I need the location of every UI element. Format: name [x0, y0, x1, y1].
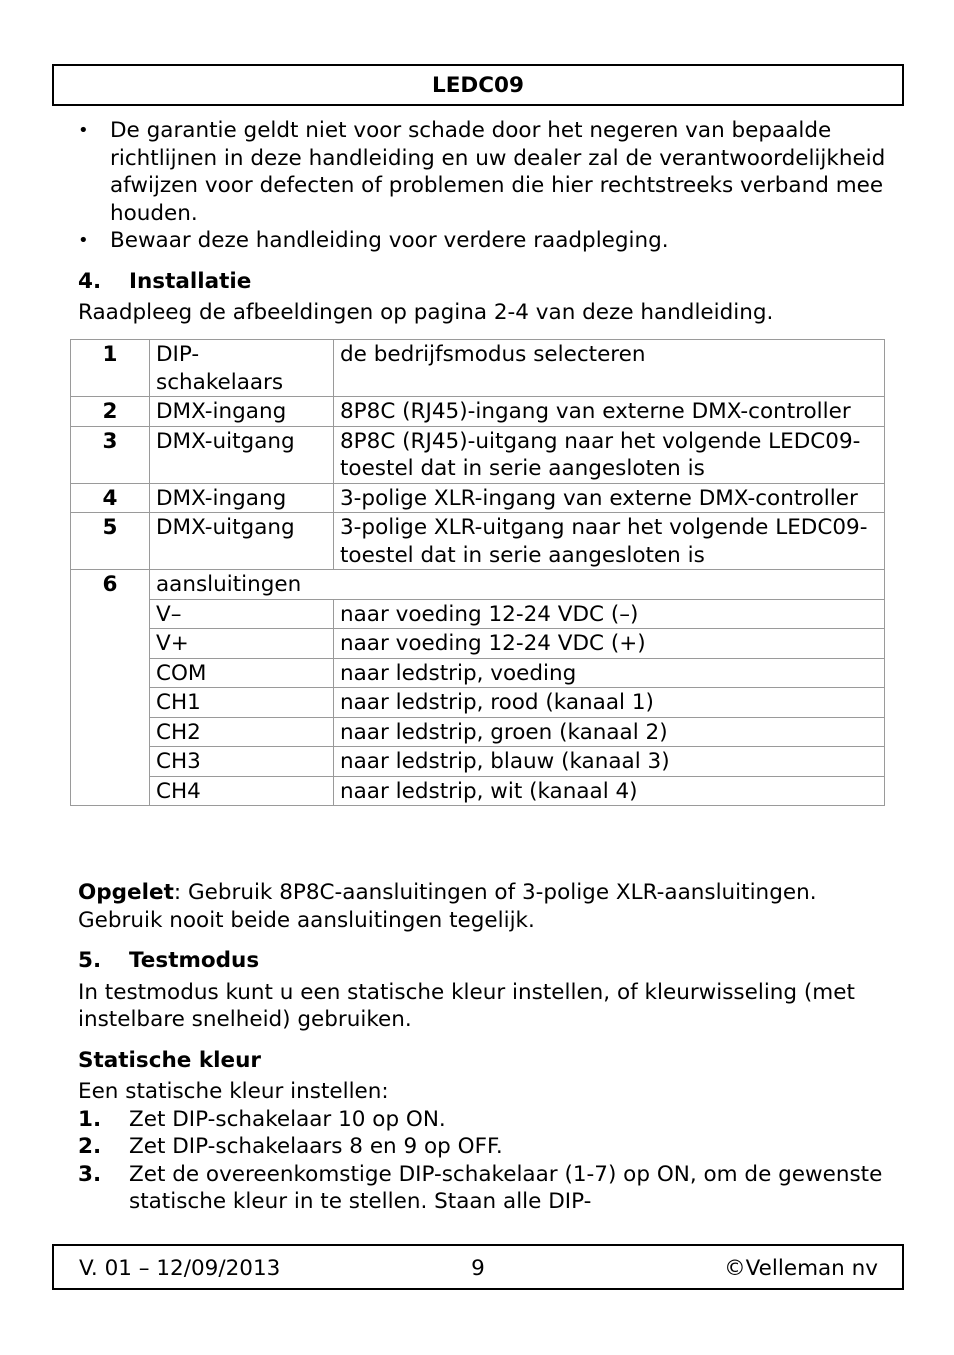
connection-description: naar ledstrip, blauw (kanaal 3) — [334, 747, 885, 777]
table-row — [71, 513, 885, 570]
table-row — [71, 397, 885, 427]
part-description: 8P8C (RJ45)-uitgang naar het volgende LEDC09-toestel dat in serie aangesloten is — [334, 426, 885, 483]
table-row — [71, 426, 885, 483]
section-number: 5. — [78, 948, 102, 973]
connection-pin: CH3 — [150, 747, 334, 777]
part-description: 3-polige XLR-uitgang naar het volgende LEDC09-toestel dat in serie aangesloten is — [334, 513, 885, 570]
connection-pin: COM — [150, 658, 334, 688]
table-row — [71, 688, 885, 718]
part-name: DMX-uitgang — [150, 513, 334, 570]
section-title: Installatie — [129, 268, 252, 294]
part-number: 1 — [71, 340, 150, 397]
table-row — [71, 340, 885, 397]
part-name: DMX-ingang — [150, 483, 334, 513]
part-name: DMX-ingang — [150, 397, 334, 427]
part-number: 5 — [71, 513, 150, 570]
copyright: ©Velleman nv — [724, 1256, 878, 1281]
part-number: 3 — [71, 426, 150, 483]
connection-pin: V+ — [150, 629, 334, 659]
table-row — [71, 776, 885, 806]
table-row — [71, 570, 885, 600]
table-row — [71, 629, 885, 659]
list-item: • De garantie geldt niet voor schade door het negeren van bepaalde richtlijnen in deze handleiding en uw dealer zal de verantwoordelijkheid afwijzen voor defecten of problemen die hier rechtstreeks verband mee houden. — [78, 117, 888, 227]
part-name: DIP- schakelaars — [150, 340, 334, 397]
section-text: Raadpleeg de afbeeldingen op pagina 2-4 van deze handleiding. — [78, 300, 774, 325]
section-number: 4. — [78, 268, 102, 294]
steps-list — [78, 1106, 888, 1216]
part-description: 8P8C (RJ45)-ingang van externe DMX-controller — [334, 397, 885, 427]
parts-table — [70, 339, 885, 806]
document-footer — [52, 1244, 904, 1290]
document-header — [52, 64, 904, 106]
caution-text: : Gebruik 8P8C-aansluitingen of 3-polige XLR-aansluitingen. Gebruik nooit beide aansluitingen tegelijk. — [78, 880, 817, 933]
step-text: Zet DIP-schakelaars 8 en 9 op OFF. — [129, 1134, 503, 1159]
version-date: V. 01 – 12/09/2013 — [79, 1256, 281, 1281]
page-content — [78, 117, 888, 327]
page-number: 9 — [471, 1256, 485, 1281]
connection-description: naar ledstrip, wit (kanaal 4) — [334, 776, 885, 806]
subsection-intro: Een statische kleur instellen: — [78, 1079, 389, 1104]
part-number: 2 — [71, 397, 150, 427]
caution-label: Opgelet — [78, 880, 174, 905]
table-row — [71, 717, 885, 747]
step-number: 3. — [78, 1161, 102, 1187]
connection-pin: CH4 — [150, 776, 334, 806]
section-text: In testmodus kunt u een statische kleur instellen, of kleurwisseling (met instelbare snelheid) gebruiken. — [78, 979, 855, 1032]
part-number: 6 — [71, 570, 150, 806]
section-title: Testmodus — [129, 948, 260, 973]
subsection-heading: Statische kleur — [78, 1047, 261, 1073]
connection-description: naar voeding 12-24 VDC (–) — [334, 599, 885, 629]
part-name: DMX-uitgang — [150, 426, 334, 483]
step-text: Zet DIP-schakelaar 10 op ON. — [129, 1106, 446, 1132]
connection-description: naar ledstrip, rood (kanaal 1) — [334, 688, 885, 718]
section-heading-installatie — [78, 268, 888, 296]
part-description: 3-polige XLR-ingang van externe DMX-controller — [334, 483, 885, 513]
table-row — [71, 658, 885, 688]
connections-title: aansluitingen — [150, 570, 885, 600]
connection-description: naar ledstrip, groen (kanaal 2) — [334, 717, 885, 747]
document-title: LEDC09 — [432, 73, 524, 98]
section-heading-testmodus — [78, 947, 888, 975]
intro-bullet-list — [78, 117, 888, 255]
table-row — [71, 599, 885, 629]
step-number: 2. — [78, 1134, 102, 1159]
part-description: de bedrijfsmodus selecteren — [334, 340, 885, 397]
connection-pin: CH2 — [150, 717, 334, 747]
connection-pin: V– — [150, 599, 334, 629]
list-item — [78, 1161, 888, 1216]
page-content-lower — [78, 879, 888, 1216]
table-row — [71, 747, 885, 777]
connection-description: naar ledstrip, voeding — [334, 658, 885, 688]
table-row — [71, 483, 885, 513]
list-item: • Bewaar deze handleiding voor verdere raadpleging. — [78, 227, 888, 255]
caution-note — [78, 879, 888, 934]
step-text: Zet de overeenkomstige DIP-schakelaar (1-7) op ON, om de gewenste statische kleur in te stellen. Staan alle DIP- — [129, 1161, 883, 1214]
list-item — [78, 1133, 888, 1161]
part-number: 4 — [71, 483, 150, 513]
connection-description: naar voeding 12-24 VDC (+) — [334, 629, 885, 659]
step-number: 1. — [78, 1106, 102, 1132]
list-item — [78, 1106, 888, 1134]
connection-pin: CH1 — [150, 688, 334, 718]
